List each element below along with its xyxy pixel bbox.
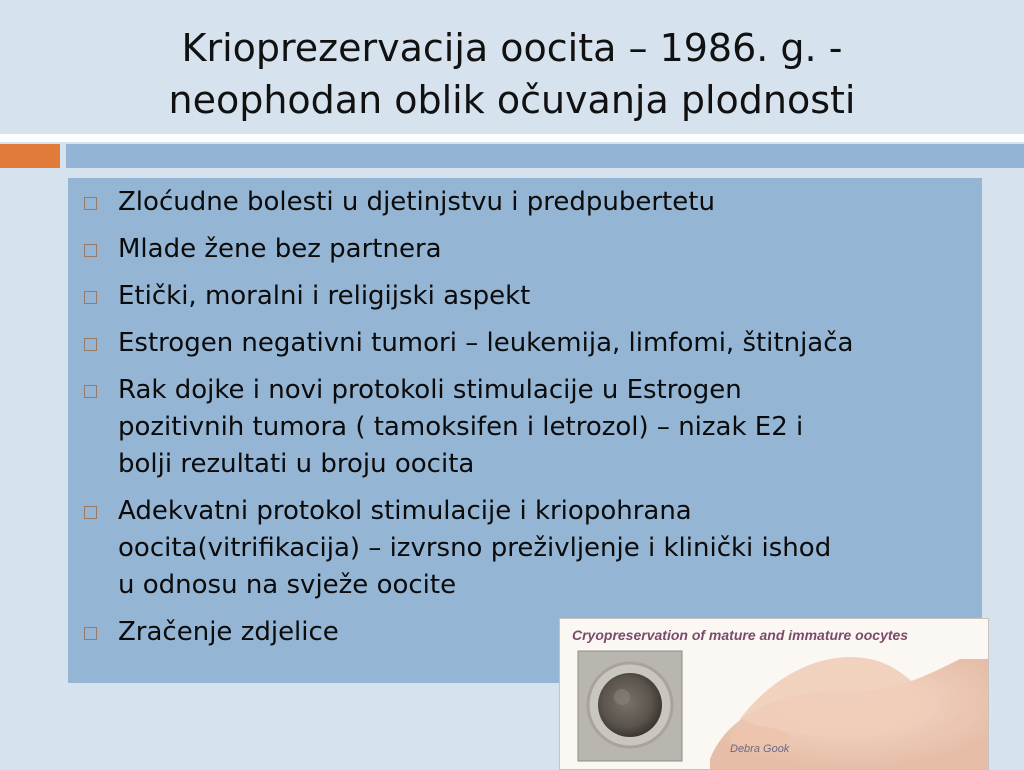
square-bullet-icon [84,506,97,519]
title-line-1: Krioprezervacija oocita – 1986. g. - [181,26,843,70]
photo-caption: Cryopreservation of mature and immature oocytes [572,627,909,643]
slide-title [0,22,1024,126]
bullet-text: Zračenje zdjelice [118,617,339,647]
bullet-item [84,372,962,483]
bullet-text: Zloćudne bolesti u djetinjstvu i predpubertetu [118,187,715,217]
bullet-item [84,325,962,362]
photo-author: Debra Gook [730,743,790,755]
orange-accent-bar [0,144,60,168]
title-divider [0,134,1024,142]
bullet-item [84,493,962,604]
blue-accent-bar [66,144,1024,168]
square-bullet-icon [84,627,97,640]
bullet-item [84,278,962,315]
square-bullet-icon [84,197,97,210]
bullet-text-line: Rak dojke i novi protokoli stimulacije u Estrogen [118,375,742,405]
bullet-item [84,231,962,268]
bullet-text-line: Adekvatni protokol stimulacije i kriopohrana [118,496,692,526]
square-bullet-icon [84,385,97,398]
bullet-text-line: u odnosu na svježe oocite [118,570,457,600]
content-panel [68,178,982,683]
bullet-text: Estrogen negativni tumori – leukemija, limfomi, štitnjača [118,328,854,358]
bullet-text: Etički, moralni i religijski aspekt [118,281,531,311]
bullet-text-line: oocita(vitrifikacija) – izvrsno preživljenje i klinički ishod [118,533,832,563]
square-bullet-icon [84,291,97,304]
oocyte-photo [559,618,989,770]
bullet-text: Mlade žene bez partnera [118,234,442,264]
bullet-list [68,178,982,651]
square-bullet-icon [84,244,97,257]
bullet-text-line: pozitivnih tumora ( tamoksifen i letrozol) – nizak E2 i [118,412,804,442]
square-bullet-icon [84,338,97,351]
bullet-item [84,184,962,221]
title-line-2: neophodan oblik očuvanja plodnosti [168,78,856,122]
bullet-text-line: bolji rezultati u broju oocita [118,449,475,479]
